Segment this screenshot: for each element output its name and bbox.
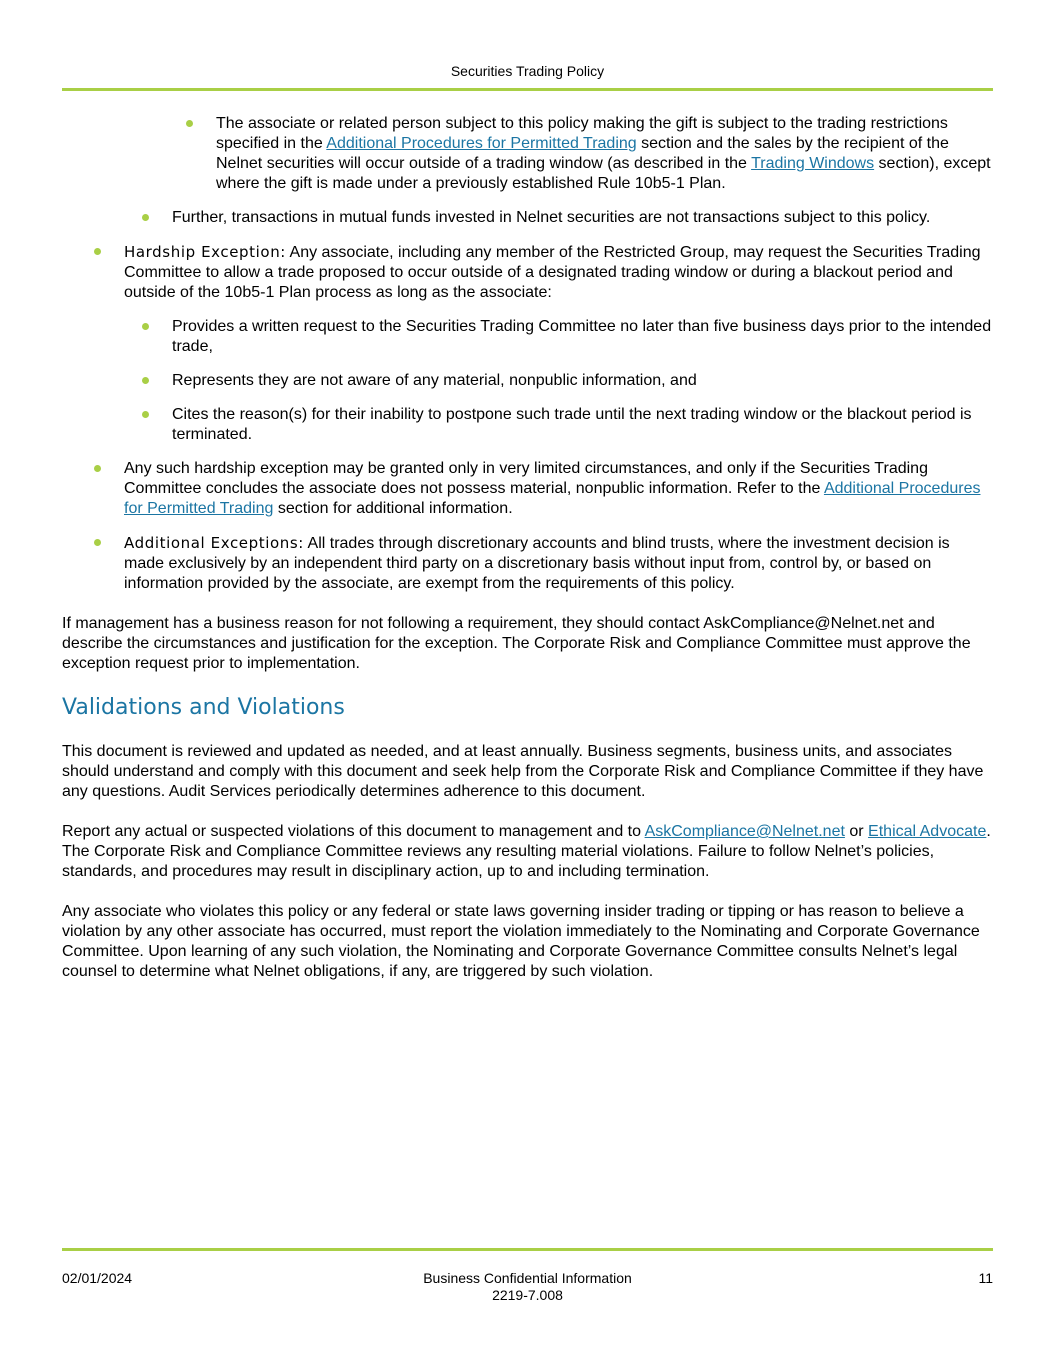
report-text-2: or bbox=[844, 823, 869, 840]
list-item-hardship-exception bbox=[62, 242, 993, 303]
bullet-icon bbox=[94, 248, 101, 255]
list-item-cites-reason bbox=[62, 405, 993, 445]
document-body bbox=[62, 114, 993, 1002]
list-item-written-request bbox=[62, 317, 993, 357]
footer-doc-id: 2219-7.008 bbox=[492, 1287, 563, 1303]
bullet-icon bbox=[142, 323, 149, 330]
list-item-gift-restriction bbox=[62, 114, 993, 194]
page-header-title: Securities Trading Policy bbox=[450, 63, 605, 79]
granted-text-2: section for additional information. bbox=[273, 500, 513, 517]
report-text-1: Report any actual or suspected violations of this document to management and to bbox=[62, 823, 645, 840]
additional-text: All trades through discretionary accounts and blind trusts, where the investment decision is made exclusively by an independent third party on a discretionary basis without input from, control by, or based on information provided by the associate, are exempt from the requirements of this policy. bbox=[124, 535, 950, 592]
list-item-not-aware bbox=[62, 371, 993, 391]
management-paragraph: If management has a business reason for not following a requirement, they should contact AskCompliance@Nelnet.net and describe the circumstances and justification for the exception. The Corporate Risk and Compliance Committee must approve the exception request prior to implementation. bbox=[62, 615, 971, 672]
list-item-hardship-granted bbox=[62, 459, 993, 519]
hardship-term: Hardship Exception: bbox=[124, 243, 286, 261]
hardship-text: Any associate, including any member of the Restricted Group, may request the Securities Trading Committee to allow a trade proposed to occur outside of a designated trading window or during a blackout period and outside of the 10b5-1 Plan process as long as the associate: bbox=[124, 244, 981, 301]
footer-divider bbox=[62, 1248, 993, 1251]
report-text-3: . The Corporate Risk and Compliance Committee reviews any resulting material violations. Failure to follow Nelnet’s policies, standards, and procedures may result in disciplinary action, up to and including termination. bbox=[62, 823, 991, 880]
sub-item-text: Provides a written request to the Securities Trading Committee no later than five business days prior to the intended trade, bbox=[172, 318, 992, 355]
bullet-icon bbox=[94, 539, 101, 546]
list-item-additional-exceptions bbox=[62, 533, 993, 594]
gift-text-1: The associate or related person subject to this policy making the gift is subject to the trading restrictions specified in the bbox=[216, 115, 948, 152]
list-item-mutual-funds bbox=[62, 208, 993, 228]
footer-page-number: 11 bbox=[978, 1270, 993, 1286]
link-trading-windows[interactable]: Trading Windows bbox=[751, 155, 875, 172]
header-divider bbox=[62, 88, 993, 91]
sub-item-text: Cites the reason(s) for their inability to postpone such trade until the next trading window or the blackout period is terminated. bbox=[172, 406, 972, 443]
report-violations-paragraph bbox=[62, 822, 993, 882]
review-paragraph: This document is reviewed and updated as needed, and at least annually. Business segments, business units, and associates should understand and comply with this document and seek help from the Corporate Risk and Compliance Committee if they have any questions. Audit Services periodically determines adherence to this document. bbox=[62, 743, 984, 800]
sub-item-text: Represents they are not aware of any material, nonpublic information, and bbox=[172, 372, 697, 389]
bullet-icon bbox=[94, 465, 101, 472]
insider-trading-paragraph: Any associate who violates this policy or any federal or state laws governing insider trading or tipping or has reason to believe a violation by any other associate has occurred, must report the violation immediately to the Nominating and Corporate Governance Committee. Upon learning of any such violation, the Nominating and Corporate Governance Committee consults Nelnet’s legal counsel to determine what Nelnet obligations, if any, are triggered by such violation. bbox=[62, 903, 980, 980]
link-additional-procedures[interactable]: Additional Procedures for Permitted Trading bbox=[326, 135, 637, 152]
granted-text-1: Any such hardship exception may be granted only in very limited circumstances, and only if the Securities Trading Committee concludes the associate does not possess material, nonpublic information. Refer to the bbox=[124, 460, 928, 497]
footer-center bbox=[62, 1270, 993, 1304]
footer-classification: Business Confidential Information bbox=[423, 1270, 632, 1286]
additional-term: Additional Exceptions: bbox=[124, 534, 304, 552]
section-heading: Validations and Violations bbox=[62, 695, 345, 720]
mutual-funds-text: Further, transactions in mutual funds invested in Nelnet securities are not transactions subject to this policy. bbox=[172, 209, 931, 226]
bullet-icon bbox=[142, 377, 149, 384]
link-askcompliance-email[interactable]: AskCompliance@Nelnet.net bbox=[644, 823, 845, 840]
footer-date: 02/01/2024 bbox=[62, 1270, 133, 1286]
gift-text-3: section), except where the gift is made under a previously established Rule 10b5-1 Plan. bbox=[216, 155, 991, 192]
link-additional-procedures[interactable]: Additional Procedures for Permitted Trading bbox=[124, 480, 981, 517]
bullet-icon bbox=[142, 214, 149, 221]
bullet-icon bbox=[186, 120, 193, 127]
gift-text-2: section and the sales by the recipient of the Nelnet securities will occur outside of a trading window (as described in the bbox=[216, 135, 949, 172]
link-ethical-advocate[interactable]: Ethical Advocate bbox=[868, 823, 987, 840]
bullet-icon bbox=[142, 411, 149, 418]
